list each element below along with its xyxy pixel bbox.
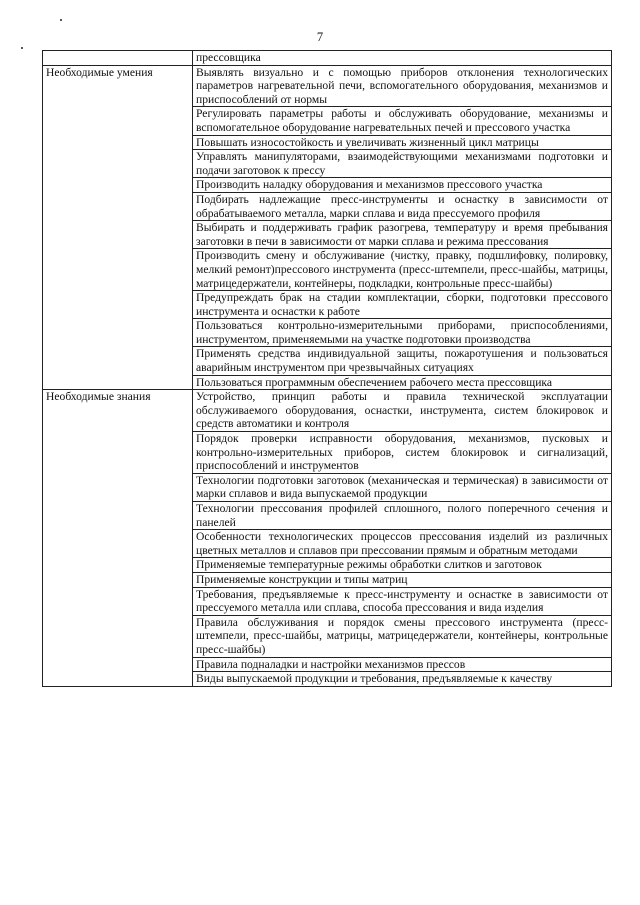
skill-item: Выбирать и поддерживать график разогрева, температуру и время пребывания заготовки в печи в зависимости от марки сплава и режима прессования bbox=[193, 221, 612, 249]
skill-item: Регулировать параметры работы и обслуживать оборудование, механизмы и вспомогательное оборудование нагревательных печей и прессового участка bbox=[193, 107, 612, 135]
knowledge-item: Технологии подготовки заготовок (механическая и термическая) в зависимости от марки сплавов и вида выпускаемой продукции bbox=[193, 473, 612, 501]
knowledge-item: Применяемые температурные режимы обработки слитков и заготовок bbox=[193, 558, 612, 573]
skill-item: Предупреждать брак на стадии комплектации, сборки, подготовки прессового инструмента и оснастки к работе bbox=[193, 291, 612, 319]
table-row bbox=[43, 65, 612, 107]
skill-item: Управлять манипуляторами, взаимодействующими механизмами подготовки и подачи заготовок к прессу bbox=[193, 150, 612, 178]
knowledge-item: Правила обслуживания и порядок смены прессового инструмента (пресс-штемпели, пресс-шайбы, матрицы, матрицедержатели, контейнеры, контрольные пресс-шайбы) bbox=[193, 615, 612, 657]
skill-item: Повышать износостойкость и увеличивать жизненный цикл матрицы bbox=[193, 135, 612, 150]
skill-item: Пользоваться контрольно-измерительными приборами, приспособлениями, инструментом, применяемыми на участке подготовки производства bbox=[193, 319, 612, 347]
skill-item: Применять средства индивидуальной защиты, пожаротушения и пользоваться аварийным инструментом при чрезвычайных ситуациях bbox=[193, 347, 612, 375]
skill-item: Пользоваться программным обеспечением рабочего места прессовщика bbox=[193, 375, 612, 390]
continuation-cell: прессовщика bbox=[193, 51, 612, 66]
page-number: 7 bbox=[316, 30, 324, 44]
knowledge-item: Устройство, принцип работы и правила технической эксплуатации обслуживаемого оборудования, оснастки, инструмента, систем блокировок и средств автоматики и контроля bbox=[193, 390, 612, 432]
label-cell-empty bbox=[43, 51, 193, 66]
table-row bbox=[43, 390, 612, 432]
knowledge-item: Особенности технологических процессов прессования изделий из различных цветных металлов и сплавов при прессовании прямым и обратным методами bbox=[193, 530, 612, 558]
knowledge-item: Требования, предъявляемые к пресс-инструменту и оснастке в зависимости от прессуемого металла или сплава, способа прессования и вида изделия bbox=[193, 587, 612, 615]
knowledge-item: Правила подналадки и настройки механизмов прессов bbox=[193, 657, 612, 672]
skill-item: Производить смену и обслуживание (чистку, правку, подшлифовку, полировку, мелкий ремонт)прессового инструмента (пресс-штемпели, пресс-шайбы, матрицы, матрицедержатели, контейнеры, подкладки, контрольные пресс-шайбы) bbox=[193, 249, 612, 291]
competency-table bbox=[42, 50, 612, 687]
section-label-knowledge: Необходимые знания bbox=[43, 390, 193, 686]
skill-item: Выявлять визуально и с помощью приборов отклонения технологических параметров нагревательной печи, вспомогательного оборудования, механизмов и приспособлений от нормы bbox=[193, 65, 612, 107]
skill-item: Производить наладку оборудования и механизмов прессового участка bbox=[193, 178, 612, 193]
skill-item: Подбирать надлежащие пресс-инструменты и оснастку в зависимости от обрабатываемого металла, марки сплава и вида прессуемого профиля bbox=[193, 192, 612, 220]
scan-speck bbox=[21, 47, 23, 49]
knowledge-item: Технологии прессования профилей сплошного, полого поперечного сечения и панелей bbox=[193, 502, 612, 530]
knowledge-item: Порядок проверки исправности оборудования, механизмов, пусковых и контрольно-измерительных приборов, систем блокировок и сигнализаций, приспособлений и инструментов bbox=[193, 432, 612, 474]
section-label-skills: Необходимые умения bbox=[43, 65, 193, 390]
scan-speck bbox=[60, 19, 62, 21]
knowledge-item: Применяемые конструкции и типы матриц bbox=[193, 572, 612, 587]
table-row bbox=[43, 51, 612, 66]
knowledge-item: Виды выпускаемой продукции и требования, предъявляемые к качеству bbox=[193, 672, 612, 687]
